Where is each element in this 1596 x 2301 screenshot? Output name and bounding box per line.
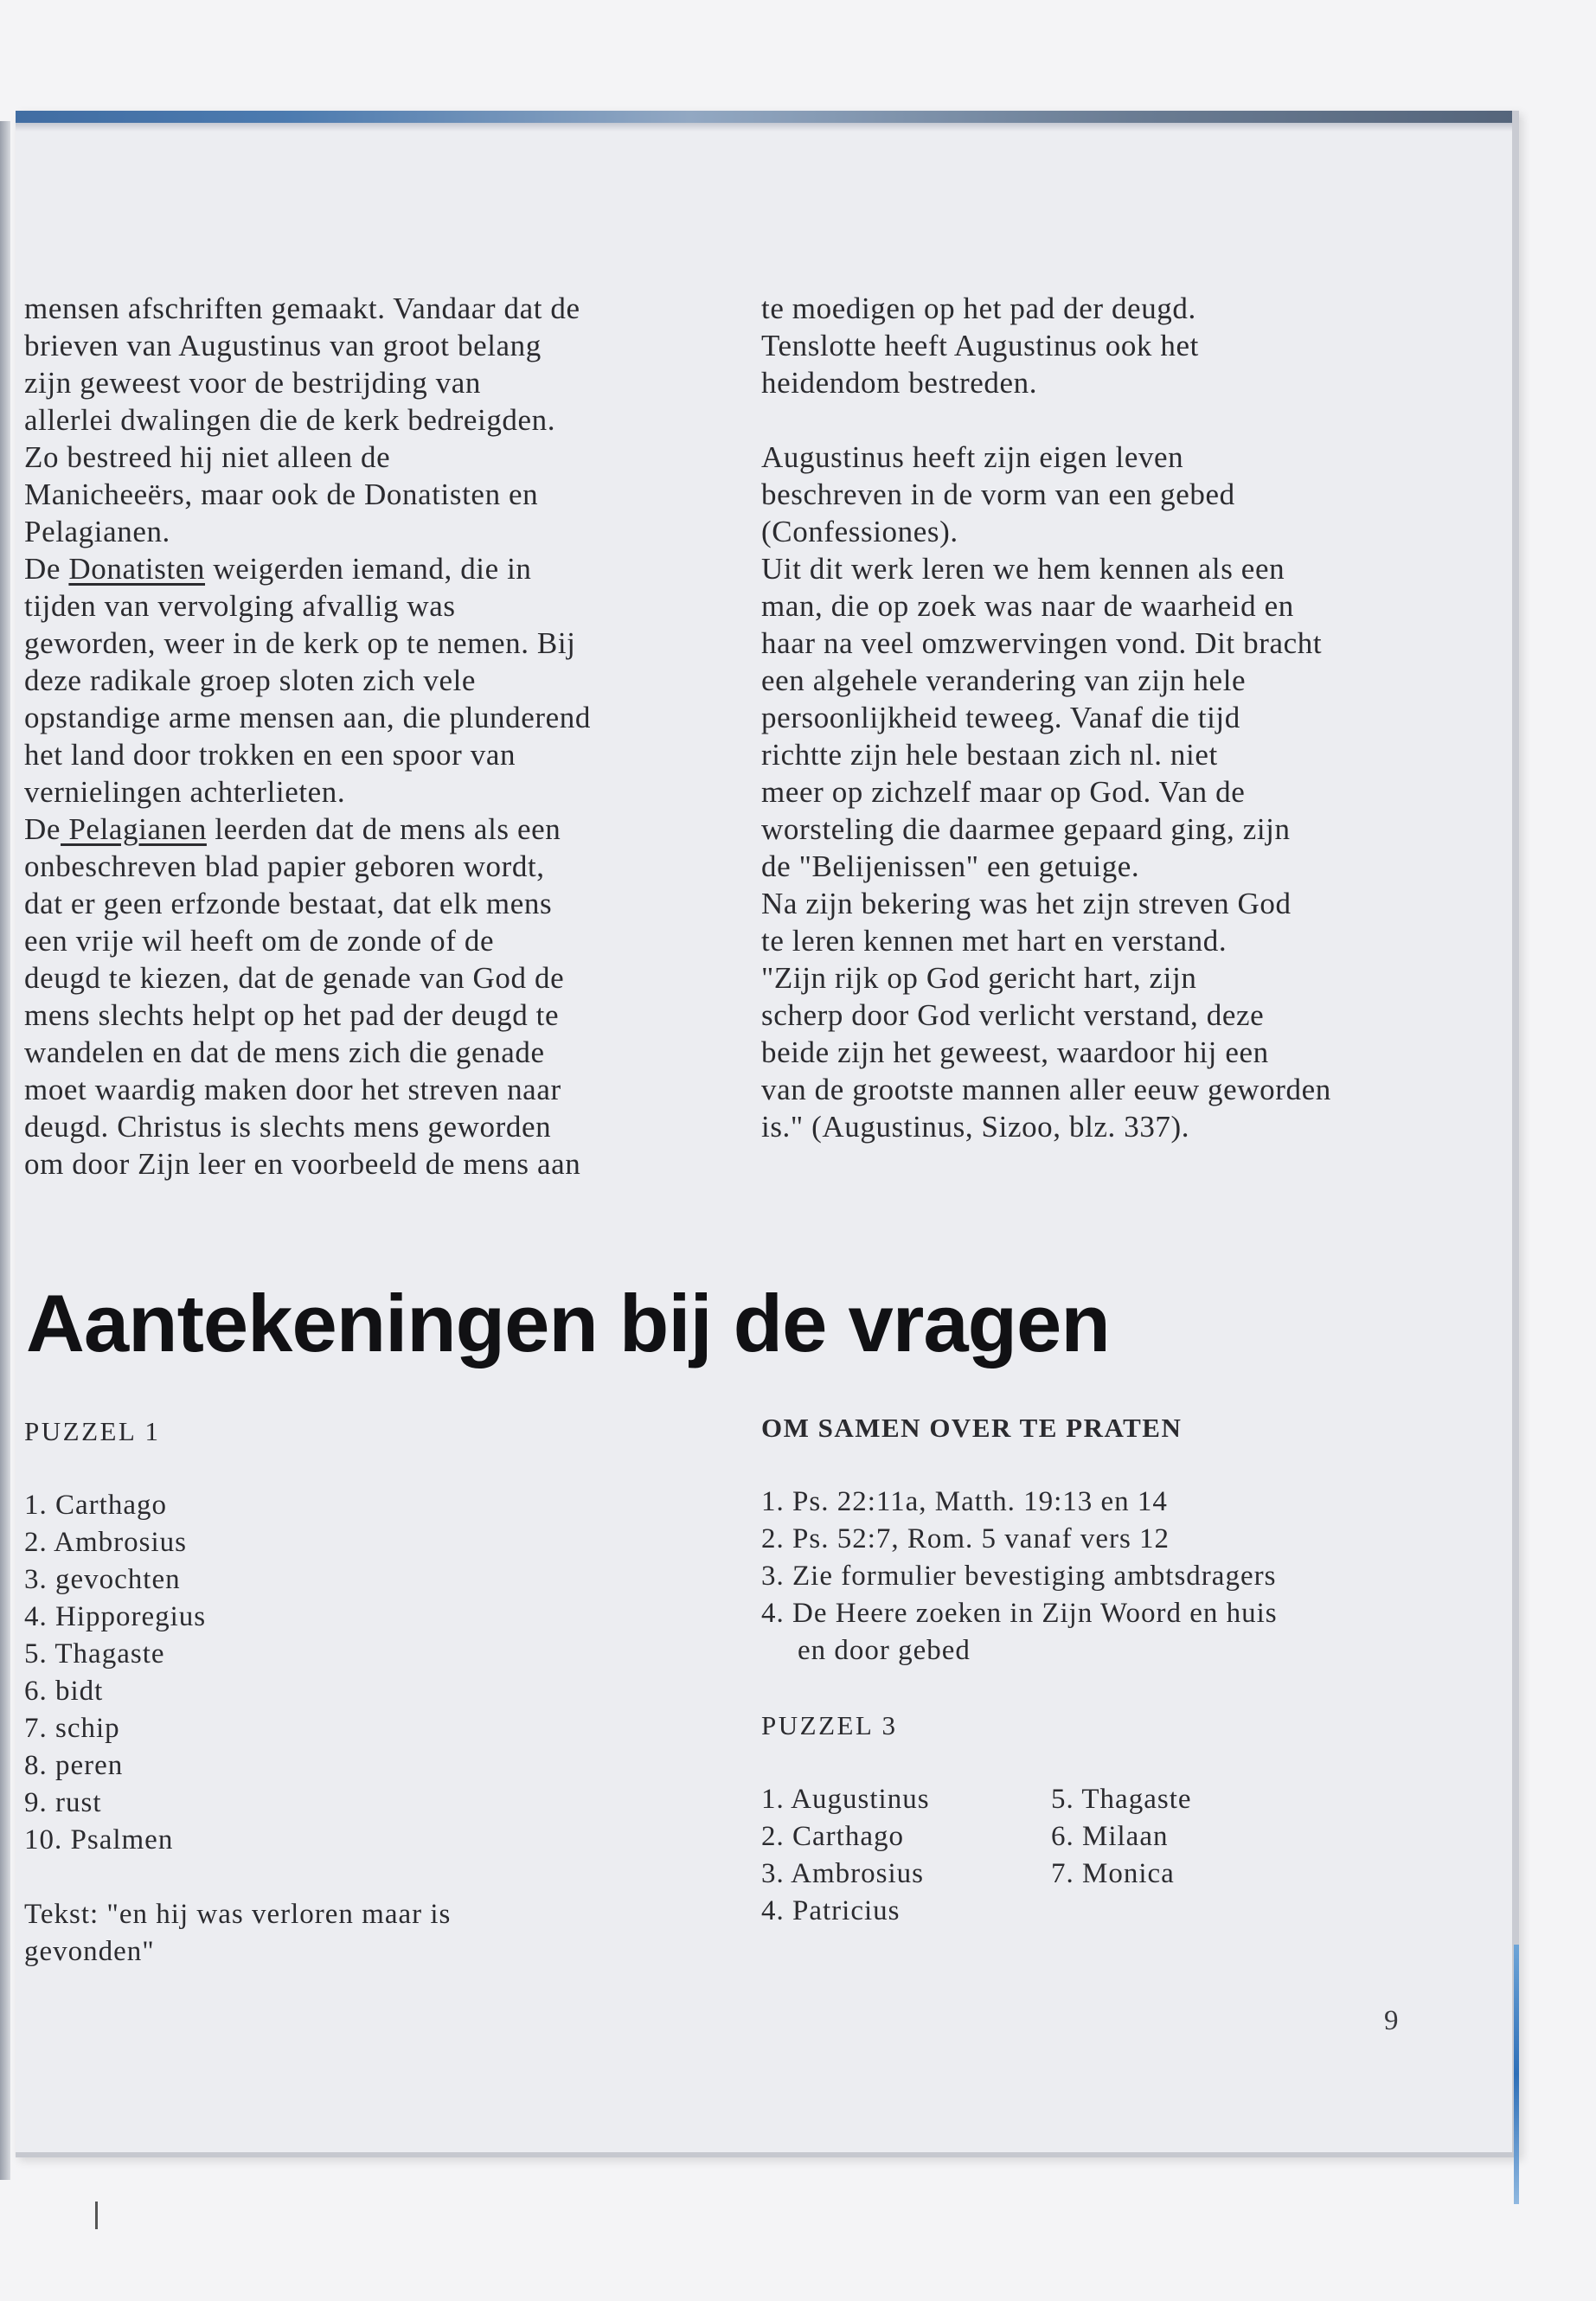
pelagianen-line <box>24 811 742 848</box>
text-line: Uit dit werk leren we hem kennen als een <box>761 552 1285 586</box>
text-line: geworden, weer in de kerk op te nemen. Bij <box>24 626 576 660</box>
pelagianen-term: Pelagianen <box>61 812 207 846</box>
text-line: om door Zijn leer en voorbeeld de mens aan <box>24 1147 581 1181</box>
text-line: scherp door God verlicht verstand, deze <box>761 998 1265 1032</box>
list-item: 5. Thagaste <box>24 1638 165 1670</box>
list-item: 8. peren <box>24 1750 124 1781</box>
text-line: beschreven in de vorm van een gebed <box>761 478 1235 511</box>
left-text-column <box>24 290 742 1183</box>
text-line: man, die op zoek was naar de waarheid en <box>761 589 1294 623</box>
text-line: (Confessiones). <box>761 515 958 548</box>
text-line: Na zijn bekering was het zijn streven God <box>761 887 1292 920</box>
text-line: een algehele verandering van zijn hele <box>761 663 1247 697</box>
text-fragment: weigerden iemand, die in <box>205 552 532 586</box>
text-line: vernielingen achterlieten. <box>24 775 346 809</box>
list-item: 7. schip <box>24 1713 120 1744</box>
list-item: 1. Augustinus <box>761 1784 930 1815</box>
book-binding-edge <box>0 121 10 2180</box>
text-line: deugd te kiezen, dat de genade van God de <box>24 961 565 995</box>
text-line: het land door trokken en een spoor van <box>24 738 516 772</box>
text-line: van de grootste mannen aller eeuw geworden <box>761 1073 1331 1106</box>
page-number: 9 <box>1384 2005 1399 2036</box>
list-item: 5. Thagaste <box>1051 1784 1192 1815</box>
paragraph-gap <box>24 1859 734 1896</box>
tekst-line: gevonden" <box>24 1936 155 1967</box>
list-item: 1. Carthago <box>24 1490 167 1521</box>
text-line: onbeschreven blad papier geboren wordt, <box>24 849 545 883</box>
text-line: te moedigen op het pad der deugd. <box>761 292 1196 325</box>
text-line: zijn geweest voor de bestrijding van <box>24 366 481 400</box>
text-line: tijden van vervolging afvallig was <box>24 589 456 623</box>
om-samen-title: OM SAMEN OVER TE PRATEN <box>761 1413 1183 1443</box>
list-item: 7. Monica <box>1051 1858 1175 1889</box>
puzzel-3-grid <box>761 1781 1471 1930</box>
text-line: mensen afschriften gemaakt. Vandaar dat de <box>24 292 580 325</box>
text-line: opstandige arme mensen aan, die plunderend <box>24 701 591 734</box>
list-item: 2. Ambrosius <box>24 1527 188 1558</box>
text-line: deugd. Christus is slechts mens geworden <box>24 1110 552 1144</box>
text-line: "Zijn rijk op God gericht hart, zijn <box>761 961 1197 995</box>
list-item: 4. Hipporegius <box>24 1601 207 1632</box>
text-line: Tenslotte heeft Augustinus ook het <box>761 329 1199 362</box>
text-fragment: leerden dat de mens als een <box>206 812 561 846</box>
list-item: 2. Ps. 52:7, Rom. 5 vanaf vers 12 <box>761 1523 1170 1554</box>
scan-mark <box>95 2202 98 2229</box>
text-fragment: De <box>24 552 69 586</box>
text-line: beide zijn het geweest, waardoor hij een <box>761 1035 1269 1069</box>
list-item: 3. Ambrosius <box>761 1858 925 1889</box>
text-line: mens slechts helpt op het pad der deugd te <box>24 998 560 1032</box>
text-line: richtte zijn hele bestaan zich nl. niet <box>761 738 1218 772</box>
text-line: te leren kennen met hart en verstand. <box>761 924 1227 958</box>
donatisten-term: Donatisten <box>68 552 206 586</box>
list-item: 4. Patricius <box>761 1895 901 1926</box>
text-line: deze radikale groep sloten zich vele <box>24 663 477 697</box>
text-line: worsteling die daarmee gepaard ging, zijn <box>761 812 1291 846</box>
list-item: 2. Carthago <box>761 1821 904 1852</box>
list-item: 4. De Heere zoeken in Zijn Woord en huis <box>761 1598 1278 1629</box>
list-item: 10. Psalmen <box>24 1824 174 1856</box>
paragraph-gap <box>761 401 1471 439</box>
text-line: wandelen en dat de mens zich die genade <box>24 1035 545 1069</box>
text-line: heidendom bestreden. <box>761 366 1038 400</box>
puzzel-3-title: PUZZEL 3 <box>761 1710 898 1740</box>
text-fragment: De <box>24 812 61 846</box>
puzzel-1-title: PUZZEL 1 <box>24 1416 161 1446</box>
text-line: Manicheeërs, maar ook de Donatisten en <box>24 478 539 511</box>
list-item: 6. bidt <box>24 1676 104 1707</box>
list-item: 3. Zie formulier bevestiging ambtsdragers <box>761 1561 1277 1592</box>
donatisten-line <box>24 550 742 587</box>
text-line: dat er geen erfzonde bestaat, dat elk mens <box>24 887 553 920</box>
tekst-line: Tekst: "en hij was verloren maar is <box>24 1899 452 1930</box>
om-samen-section <box>761 1409 1471 1930</box>
paragraph-gap <box>761 1446 1471 1484</box>
list-item: 3. gevochten <box>24 1564 181 1595</box>
text-line: meer op zichzelf maar op God. Van de <box>761 775 1246 809</box>
text-line: moet waardig maken door het streven naar <box>24 1073 561 1106</box>
text-line: de "Belijenissen" een getuige. <box>761 849 1140 883</box>
text-line: brieven van Augustinus van groot belang <box>24 329 542 362</box>
text-line: Pelagianen. <box>24 515 170 548</box>
list-item: 9. rust <box>24 1787 102 1818</box>
list-item: 6. Milaan <box>1051 1821 1169 1852</box>
list-item-continuation: en door gebed <box>798 1635 971 1666</box>
page-top-shadow <box>16 123 1512 131</box>
page-top-strip <box>16 111 1512 123</box>
paragraph-gap <box>761 1744 1471 1781</box>
text-line: persoonlijkheid teweeg. Vanaf die tijd <box>761 701 1240 734</box>
right-text-column <box>761 290 1471 1145</box>
text-line: Zo bestreed hij niet alleen de <box>24 440 391 474</box>
paragraph-gap <box>761 1670 1471 1707</box>
text-line: is." (Augustinus, Sizoo, blz. 337). <box>761 1110 1190 1144</box>
text-line: haar na veel omzwervingen vond. Dit bracht <box>761 626 1323 660</box>
blue-cover-edge <box>1514 1945 1519 2204</box>
puzzel-1-section <box>24 1413 734 1971</box>
text-line: allerlei dwalingen die de kerk bedreigden. <box>24 403 556 437</box>
section-heading: Aantekeningen bij de vragen <box>26 1278 1110 1368</box>
text-line: Augustinus heeft zijn eigen leven <box>761 440 1184 474</box>
text-line: een vrije wil heeft om de zonde of de <box>24 924 495 958</box>
list-item: 1. Ps. 22:11a, Matth. 19:13 en 14 <box>761 1486 1168 1517</box>
paragraph-gap <box>24 1450 734 1487</box>
